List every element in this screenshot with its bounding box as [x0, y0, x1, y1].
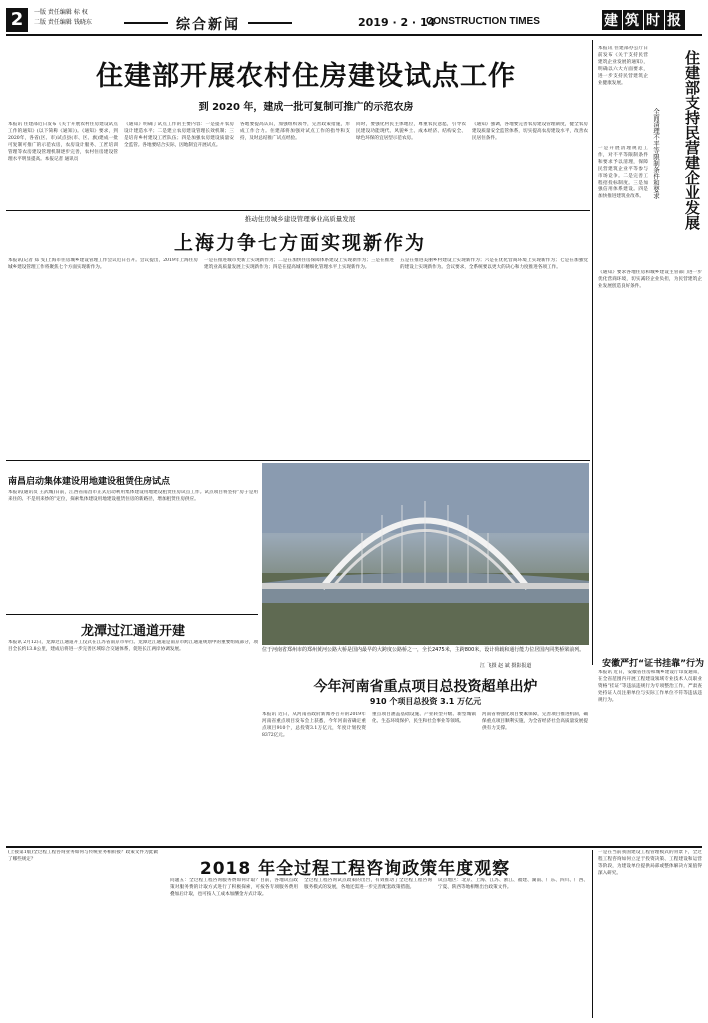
story5-column-1: 本报讯 近日，从河南省政府新闻办召开的2019年河南省重点项目发布会上获悉，今年河南省确定重点项目910个，总投资3.1万亿元，年度计划投资8372亿元。 [262, 712, 366, 738]
divider [6, 614, 258, 615]
photo-credit: 江 飞摄 赵 斌 摄影报道 [480, 663, 532, 669]
bottom-right-column: 一是在当前我国建设工程管理模式的背景下，全过程工程咨询如何立足于投资决策、工程建设和运营等阶段，为建设单位提供局部或整体解决方案值得深入研究。 [598, 850, 702, 876]
column-divider [592, 40, 593, 665]
story5-headline: 今年河南省重点项目总投资超单出炉 [313, 679, 538, 695]
divider [6, 846, 702, 848]
story5-subhead: 910 个项目总投资 3.1 万亿元 [369, 697, 482, 706]
story2-column-2: 一是在推进城市更新上实现新作为；二是在加快住房保障体系建设上实现新作为；三是在推进建筑业高质量发展上实现新作为；四是在提高城市精细化管理水平上实现新作为。 [204, 258, 394, 270]
lead-column-2: 《通知》明确了试点工作的主要内容：一是提升农房设计建造水平；二是建立农房建设管理长效机制；三是培育乡村建设工匠队伍；四是加强农房建设质量安全监管。各地要结合实际，因地制宜开展试点。 [124, 122, 234, 148]
bottom-headline: 2018 年全过程工程咨询政策年度观察 [199, 859, 511, 879]
bottom-column-1: (上接第1版)全过程工程咨询业务如何与传统业务相衔接？政策文件为此做了哪些规定？ [8, 850, 158, 862]
story5-column-2: 重点项目涵盖基础设施、产业转型升级、新型城镇化、生态环境保护、民生和社会事业等领域。 [372, 712, 476, 724]
paper-logo [602, 10, 686, 30]
issue-date: 2019 · 2 · 14 [358, 16, 436, 29]
right-col-headline: 住建部支持民营建企业发展 [683, 50, 701, 230]
bridge-illustration [262, 463, 589, 645]
lead-headline: 住建部开展农村住房建设试点工作 [96, 61, 516, 92]
right-col-text-2: 一是开展清理规范工作，对不平等限制条件和要求予以清理，保障民营建筑企业平等参与市场竞争。二是完善工程招投标制度。三是加强信用体系建设。四是加快推进建筑业改革。 [598, 146, 648, 200]
right-col-subhead: 全面清理不平等限制条件和要求 [652, 108, 660, 199]
bottom-column-2: 问题五：全过程工程咨询服务费如何计取？目前，各地试点政策对服务费的计取方式进行了积极探索，可按各专项服务费用叠加后计取，也可按人工成本加酬金方式计取。 [170, 878, 298, 897]
logo-char-3: 时 [644, 10, 664, 30]
divider [6, 460, 590, 461]
bridge-photo [262, 463, 589, 645]
lead-subheadline: 到 2020 年，建成一批可复制可推广的示范农房 [198, 102, 414, 113]
lead-column-4: 同时，要强化村民主体地位，尊重农民意愿，引导农民建设功能现代、风貌乡土、成本经济、结构安全、绿色环保的宜居型示范农房。 [356, 122, 466, 141]
lead-column-3: 各地要提高认识，加强组织领导，完善政策措施，形成工作合力。住建部将加强对试点工作的指导和支持，及时总结推广试点经验。 [240, 122, 350, 141]
story4-text: 本报讯 2月12日，龙潭过江通道开工仪式在江苏省南京市举行。龙潭过江通道是南京市跨江通道规划中的重要组成部分，项目全长约13.8公里，建成后将进一步完善区域综合交通体系，促进长江两岸协调发展。 [8, 640, 258, 652]
story2-headline: 上海力争七方面实现新作为 [173, 232, 426, 254]
right-col-story2-headline: 安徽严打“证书挂靠”行为 [602, 659, 704, 669]
column-divider [592, 850, 593, 1018]
photo-caption: 位于河南省郑州市的郑州黄河公路大桥是国内最早的大跨度公路桥之一，全长2475米，主跨800米，设计荷载和通行能力位居国内同类桥梁前列。 [262, 647, 585, 653]
story3-text: 本报讯(通讯员 王武城)日前，江西省南昌市正式启动利用集体建设用地建设租赁住房试点工作。试点项目将坚持“房子是用来住的、不是用来炒的”定位，探索集体建设用地建设租赁住房的新路径，增加租赁住房供应。 [8, 490, 258, 502]
story4-headline: 龙潭过江通道开建 [80, 624, 185, 639]
right-col-text-1: 本报讯 住建部办公厅日前发布《关于支持民营建筑企业发展的通知》，明确以六大方面要求，进一步支持民营建筑企业健康发展。 [598, 46, 648, 86]
logo-char-4: 报 [665, 10, 685, 30]
story3-headline: 南昌启动集体建设用地建设租赁住房试点 [8, 477, 171, 487]
story2-column-1: 本报讯(记者 郑 雯)上海市住房城乡建设管理工作会议近日召开。会议提出，2019年上海住房城乡建设管理工作将聚焦七个方面实现新作为。 [8, 258, 198, 270]
story5-column-3: 河南省将强化项目要素保障，完善项目推进机制，确保重点项目顺利实施，为全省经济社会高质量发展提供有力支撑。 [482, 712, 588, 731]
bottom-column-4: 试点地区：北京、上海、江苏、浙江、福建、湖南、广东、四川、广西、宁夏、陕西等地相继出台政策文件。 [438, 878, 588, 890]
page-number: 2 [6, 8, 28, 32]
story2-kicker: 推动住房城乡建设管理事业高质量发展 [244, 215, 356, 223]
editor-line-1: 一版 责任编辑 标 权 [34, 9, 88, 16]
story2-column-3: 五是在推进美丽乡村建设上实现新作为；六是在优化营商环境上实现新作为；七是在加强党的建设上实现新作为。会议要求，全系统要以更大的决心和力度推进各项工作。 [400, 258, 588, 270]
section-name: 综合新闻 [176, 14, 240, 34]
lead-column-5: 《通知》强调，各地要完善农房建设管理制度，健全农房建设质量安全监管体系，切实提高农房建设水平，改善农民居住条件。 [472, 122, 588, 141]
lead-column-1: 本报讯 住建部近日发布《关于开展农村住房建设试点工作的通知》(以下简称《通知》)。《通知》要求，到2020年，各省(区、市)试点县(市、区、旗)建成一批可复制可推广的示范农房，农房设计服务、工匠培训管理等农房建设管理机制逐步完善，农村住房建设管理水平明显提高。本报记者 通讯员 [8, 122, 118, 162]
bridge-deck [262, 583, 589, 589]
editor-credits [34, 8, 92, 28]
logo-char-1: 建 [602, 10, 622, 30]
right-col-story2-text: 本报讯 近日，安徽省住房和城乡建设厅印发通知，在全省范围内开展工程建设领域专业技术人员职业资格“挂证”等违法违规行为专项整治工作，严肃查处持证人员注册单位与实际工作单位不符等违法违规行为。 [598, 670, 702, 703]
bottom-column-3: 全过程工程咨询试点政策的出台，有效推动了全过程工程咨询服务模式的发展，各地还需进一步完善配套政策措施。 [304, 878, 432, 890]
right-col-text-3: 《通知》要求各地住房和城乡建设主管部门进一步优化营商环境，切实减轻企业负担，为民营建筑企业发展创造良好条件。 [598, 270, 702, 289]
divider [6, 210, 590, 211]
logo-char-2: 筑 [623, 10, 643, 30]
editor-line-2: 二版 责任编辑 钱晓东 [34, 19, 92, 26]
paper-name: CONSTRUCTION TIMES [426, 16, 540, 27]
masthead [6, 6, 702, 36]
